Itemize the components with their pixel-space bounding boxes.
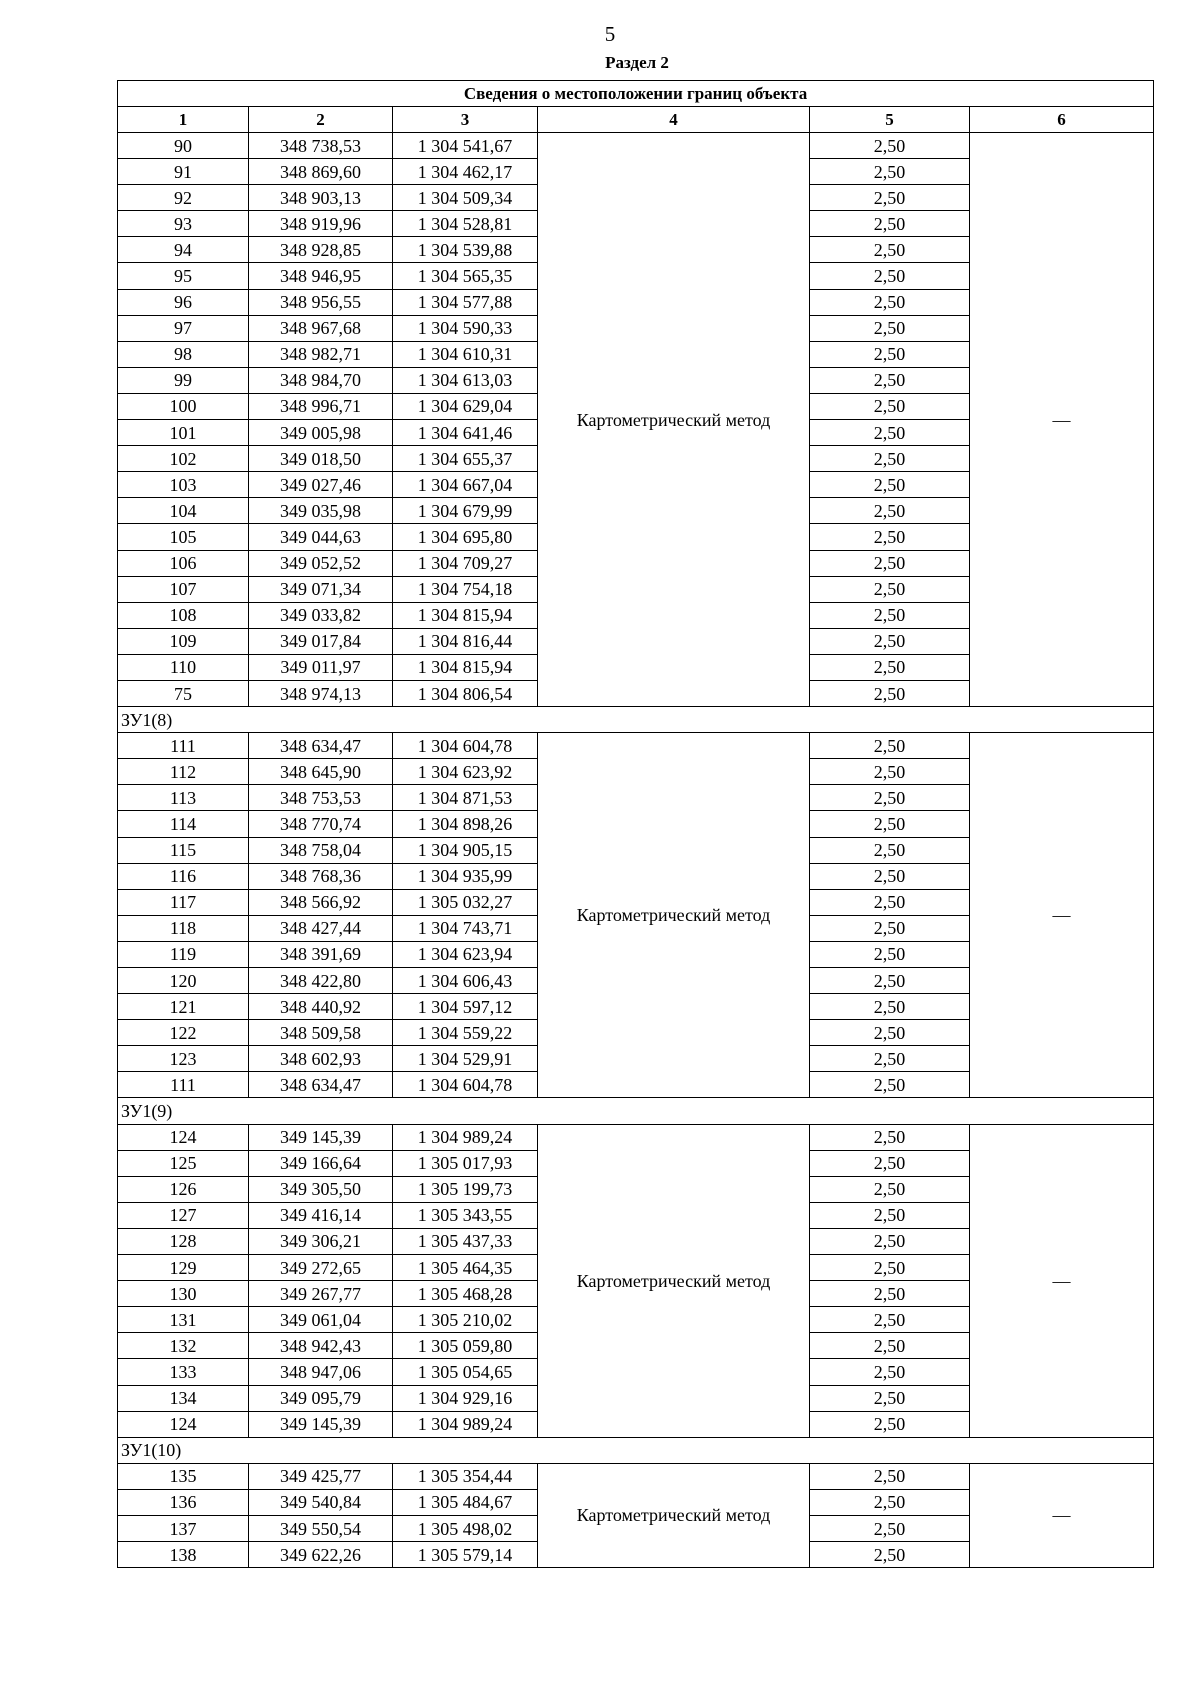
point-number: 134	[118, 1385, 249, 1411]
point-number: 121	[118, 994, 249, 1020]
coordinate-x: 348 869,60	[249, 159, 393, 185]
accuracy-value: 2,50	[810, 263, 970, 289]
point-number: 115	[118, 837, 249, 863]
point-number: 105	[118, 524, 249, 550]
accuracy-value: 2,50	[810, 367, 970, 393]
accuracy-value: 2,50	[810, 1489, 970, 1515]
point-number: 96	[118, 289, 249, 315]
point-number: 125	[118, 1150, 249, 1176]
description-cell: —	[970, 733, 1154, 1098]
coordinate-x: 349 306,21	[249, 1228, 393, 1254]
point-number: 129	[118, 1255, 249, 1281]
accuracy-value: 2,50	[810, 863, 970, 889]
accuracy-value: 2,50	[810, 1150, 970, 1176]
point-number: 110	[118, 654, 249, 680]
point-number: 122	[118, 1020, 249, 1046]
accuracy-value: 2,50	[810, 941, 970, 967]
column-header-2: 2	[249, 107, 393, 133]
coordinate-y: 1 305 059,80	[393, 1333, 538, 1359]
group-title: ЗУ1(10)	[118, 1437, 1154, 1463]
coordinate-y: 1 304 935,99	[393, 863, 538, 889]
accuracy-value: 2,50	[810, 576, 970, 602]
coordinate-y: 1 304 871,53	[393, 785, 538, 811]
coordinate-x: 349 305,50	[249, 1176, 393, 1202]
accuracy-value: 2,50	[810, 211, 970, 237]
point-number: 111	[118, 1072, 249, 1098]
coordinate-x: 349 272,65	[249, 1255, 393, 1281]
accuracy-value: 2,50	[810, 915, 970, 941]
coordinate-x: 348 919,96	[249, 211, 393, 237]
table-row	[118, 1124, 1154, 1150]
coordinate-y: 1 304 623,92	[393, 759, 538, 785]
point-number: 93	[118, 211, 249, 237]
coordinate-x: 349 017,84	[249, 628, 393, 654]
point-number: 133	[118, 1359, 249, 1385]
coordinate-x: 349 011,97	[249, 654, 393, 680]
coordinate-y: 1 304 604,78	[393, 733, 538, 759]
point-number: 112	[118, 759, 249, 785]
table-title: Сведения о местоположении границ объекта	[118, 81, 1154, 107]
accuracy-value: 2,50	[810, 654, 970, 680]
coordinate-y: 1 305 464,35	[393, 1255, 538, 1281]
column-header-5: 5	[810, 107, 970, 133]
accuracy-value: 2,50	[810, 133, 970, 159]
accuracy-value: 2,50	[810, 159, 970, 185]
coordinate-y: 1 304 679,99	[393, 498, 538, 524]
point-number: 124	[118, 1411, 249, 1437]
point-number: 91	[118, 159, 249, 185]
table-row	[118, 1463, 1154, 1489]
point-number: 92	[118, 185, 249, 211]
coordinate-y: 1 304 816,44	[393, 628, 538, 654]
accuracy-value: 2,50	[810, 1072, 970, 1098]
coordinate-x: 348 602,93	[249, 1046, 393, 1072]
point-number: 102	[118, 446, 249, 472]
coordinate-x: 349 095,79	[249, 1385, 393, 1411]
coordinate-x: 349 035,98	[249, 498, 393, 524]
coordinate-y: 1 304 929,16	[393, 1385, 538, 1411]
accuracy-value: 2,50	[810, 550, 970, 576]
column-header-4: 4	[538, 107, 810, 133]
coordinate-x: 349 061,04	[249, 1307, 393, 1333]
coordinate-y: 1 304 815,94	[393, 654, 538, 680]
point-number: 131	[118, 1307, 249, 1333]
coordinate-x: 349 267,77	[249, 1281, 393, 1307]
coordinate-y: 1 304 528,81	[393, 211, 538, 237]
point-number: 95	[118, 263, 249, 289]
coordinate-x: 348 984,70	[249, 367, 393, 393]
accuracy-value: 2,50	[810, 1307, 970, 1333]
table-body	[118, 133, 1154, 1568]
coordinate-y: 1 304 577,88	[393, 289, 538, 315]
accuracy-value: 2,50	[810, 472, 970, 498]
coordinate-x: 348 770,74	[249, 811, 393, 837]
accuracy-value: 2,50	[810, 889, 970, 915]
point-number: 113	[118, 785, 249, 811]
coordinate-x: 348 928,85	[249, 237, 393, 263]
point-number: 137	[118, 1515, 249, 1541]
accuracy-value: 2,50	[810, 1359, 970, 1385]
accuracy-value: 2,50	[810, 602, 970, 628]
point-number: 98	[118, 341, 249, 367]
coordinate-x: 349 027,46	[249, 472, 393, 498]
accuracy-value: 2,50	[810, 759, 970, 785]
coordinate-y: 1 304 597,12	[393, 994, 538, 1020]
coordinate-x: 348 753,53	[249, 785, 393, 811]
point-number: 130	[118, 1281, 249, 1307]
coordinate-y: 1 304 989,24	[393, 1411, 538, 1437]
coordinate-x: 349 145,39	[249, 1124, 393, 1150]
coordinate-x: 348 974,13	[249, 680, 393, 706]
coordinate-x: 349 005,98	[249, 420, 393, 446]
coordinate-x: 348 634,47	[249, 1072, 393, 1098]
description-cell: —	[970, 133, 1154, 707]
accuracy-value: 2,50	[810, 1411, 970, 1437]
point-number: 117	[118, 889, 249, 915]
point-number: 94	[118, 237, 249, 263]
coordinate-x: 348 903,13	[249, 185, 393, 211]
coordinate-x: 348 422,80	[249, 968, 393, 994]
coordinate-x: 348 946,95	[249, 263, 393, 289]
coordinate-y: 1 304 806,54	[393, 680, 538, 706]
point-number: 123	[118, 1046, 249, 1072]
point-number: 99	[118, 367, 249, 393]
point-number: 120	[118, 968, 249, 994]
point-number: 136	[118, 1489, 249, 1515]
section-title: Раздел 2	[605, 53, 669, 72]
point-number: 114	[118, 811, 249, 837]
coordinate-y: 1 304 613,03	[393, 367, 538, 393]
accuracy-value: 2,50	[810, 315, 970, 341]
boundary-table	[117, 80, 1154, 1568]
coordinate-y: 1 304 529,91	[393, 1046, 538, 1072]
accuracy-value: 2,50	[810, 733, 970, 759]
coordinate-x: 349 018,50	[249, 446, 393, 472]
point-number: 104	[118, 498, 249, 524]
coordinate-y: 1 305 017,93	[393, 1150, 538, 1176]
coordinate-y: 1 304 989,24	[393, 1124, 538, 1150]
coordinate-y: 1 304 541,67	[393, 133, 538, 159]
coordinate-y: 1 304 509,34	[393, 185, 538, 211]
coordinate-y: 1 305 468,28	[393, 1281, 538, 1307]
accuracy-value: 2,50	[810, 524, 970, 550]
coordinate-y: 1 305 354,44	[393, 1463, 538, 1489]
accuracy-value: 2,50	[810, 498, 970, 524]
accuracy-value: 2,50	[810, 680, 970, 706]
coordinate-y: 1 305 032,27	[393, 889, 538, 915]
accuracy-value: 2,50	[810, 1124, 970, 1150]
accuracy-value: 2,50	[810, 393, 970, 419]
accuracy-value: 2,50	[810, 628, 970, 654]
page-number: 5	[604, 22, 616, 46]
point-number: 138	[118, 1542, 249, 1568]
coordinate-y: 1 304 559,22	[393, 1020, 538, 1046]
point-number: 128	[118, 1228, 249, 1254]
coordinate-y: 1 305 054,65	[393, 1359, 538, 1385]
coordinate-y: 1 304 606,43	[393, 968, 538, 994]
coordinate-y: 1 304 754,18	[393, 576, 538, 602]
point-number: 107	[118, 576, 249, 602]
accuracy-value: 2,50	[810, 1228, 970, 1254]
point-number: 109	[118, 628, 249, 654]
coordinate-x: 348 738,53	[249, 133, 393, 159]
coordinate-x: 348 947,06	[249, 1359, 393, 1385]
accuracy-value: 2,50	[810, 837, 970, 863]
group-title: ЗУ1(9)	[118, 1098, 1154, 1124]
accuracy-value: 2,50	[810, 1542, 970, 1568]
coordinate-y: 1 304 905,15	[393, 837, 538, 863]
coordinate-y: 1 304 641,46	[393, 420, 538, 446]
coordinate-y: 1 305 343,55	[393, 1202, 538, 1228]
coordinate-x: 349 044,63	[249, 524, 393, 550]
point-number: 127	[118, 1202, 249, 1228]
accuracy-value: 2,50	[810, 289, 970, 315]
accuracy-value: 2,50	[810, 811, 970, 837]
point-number: 124	[118, 1124, 249, 1150]
coordinate-y: 1 304 815,94	[393, 602, 538, 628]
table-row	[118, 733, 1154, 759]
coordinate-x: 348 427,44	[249, 915, 393, 941]
accuracy-value: 2,50	[810, 994, 970, 1020]
point-number: 97	[118, 315, 249, 341]
coordinate-x: 348 758,04	[249, 837, 393, 863]
coordinate-y: 1 304 462,17	[393, 159, 538, 185]
coordinate-x: 348 942,43	[249, 1333, 393, 1359]
point-number: 119	[118, 941, 249, 967]
group-title-row	[118, 1098, 1154, 1124]
accuracy-value: 2,50	[810, 341, 970, 367]
accuracy-value: 2,50	[810, 446, 970, 472]
coordinate-x: 349 622,26	[249, 1542, 393, 1568]
point-number: 135	[118, 1463, 249, 1489]
accuracy-value: 2,50	[810, 1281, 970, 1307]
coordinate-x: 349 416,14	[249, 1202, 393, 1228]
coordinate-x: 348 768,36	[249, 863, 393, 889]
group-title: ЗУ1(8)	[118, 707, 1154, 733]
coordinate-y: 1 304 629,04	[393, 393, 538, 419]
group-title-row	[118, 707, 1154, 733]
coordinate-y: 1 304 604,78	[393, 1072, 538, 1098]
coordinate-y: 1 304 695,80	[393, 524, 538, 550]
point-number: 103	[118, 472, 249, 498]
coordinate-y: 1 304 623,94	[393, 941, 538, 967]
coordinate-y: 1 305 484,67	[393, 1489, 538, 1515]
coordinate-x: 348 634,47	[249, 733, 393, 759]
coordinate-x: 348 967,68	[249, 315, 393, 341]
table-title-row	[118, 81, 1154, 107]
coordinate-y: 1 304 590,33	[393, 315, 538, 341]
coordinate-x: 349 166,64	[249, 1150, 393, 1176]
point-number: 100	[118, 393, 249, 419]
point-number: 75	[118, 680, 249, 706]
coordinate-y: 1 304 565,35	[393, 263, 538, 289]
point-number: 116	[118, 863, 249, 889]
coordinate-x: 348 509,58	[249, 1020, 393, 1046]
column-header-6: 6	[970, 107, 1154, 133]
coordinate-y: 1 305 579,14	[393, 1542, 538, 1568]
coordinate-x: 349 033,82	[249, 602, 393, 628]
method-cell: Картометрический метод	[538, 1463, 810, 1567]
coordinate-y: 1 304 709,27	[393, 550, 538, 576]
column-header-1: 1	[118, 107, 249, 133]
accuracy-value: 2,50	[810, 185, 970, 211]
point-number: 111	[118, 733, 249, 759]
point-number: 126	[118, 1176, 249, 1202]
coordinate-x: 349 052,52	[249, 550, 393, 576]
coordinate-x: 349 145,39	[249, 1411, 393, 1437]
point-number: 118	[118, 915, 249, 941]
column-numbers-row	[118, 107, 1154, 133]
coordinate-x: 348 996,71	[249, 393, 393, 419]
coordinate-x: 349 550,54	[249, 1515, 393, 1541]
coordinate-x: 348 566,92	[249, 889, 393, 915]
coordinate-y: 1 305 199,73	[393, 1176, 538, 1202]
method-cell: Картометрический метод	[538, 133, 810, 707]
description-cell: —	[970, 1124, 1154, 1437]
coordinate-y: 1 305 437,33	[393, 1228, 538, 1254]
column-header-3: 3	[393, 107, 538, 133]
method-cell: Картометрический метод	[538, 733, 810, 1098]
point-number: 132	[118, 1333, 249, 1359]
accuracy-value: 2,50	[810, 237, 970, 263]
coordinate-x: 348 391,69	[249, 941, 393, 967]
coordinate-y: 1 305 498,02	[393, 1515, 538, 1541]
accuracy-value: 2,50	[810, 1515, 970, 1541]
point-number: 101	[118, 420, 249, 446]
coordinate-x: 348 956,55	[249, 289, 393, 315]
accuracy-value: 2,50	[810, 1176, 970, 1202]
coordinate-x: 348 440,92	[249, 994, 393, 1020]
coordinate-y: 1 305 210,02	[393, 1307, 538, 1333]
coordinate-x: 349 071,34	[249, 576, 393, 602]
point-number: 106	[118, 550, 249, 576]
coordinate-x: 348 982,71	[249, 341, 393, 367]
coordinate-x: 349 540,84	[249, 1489, 393, 1515]
method-cell: Картометрический метод	[538, 1124, 810, 1437]
accuracy-value: 2,50	[810, 1385, 970, 1411]
coordinate-x: 349 425,77	[249, 1463, 393, 1489]
coordinate-y: 1 304 655,37	[393, 446, 538, 472]
accuracy-value: 2,50	[810, 1202, 970, 1228]
description-cell: —	[970, 1463, 1154, 1567]
coordinate-y: 1 304 539,88	[393, 237, 538, 263]
accuracy-value: 2,50	[810, 420, 970, 446]
accuracy-value: 2,50	[810, 1463, 970, 1489]
point-number: 90	[118, 133, 249, 159]
coordinate-y: 1 304 898,26	[393, 811, 538, 837]
coordinate-x: 348 645,90	[249, 759, 393, 785]
accuracy-value: 2,50	[810, 1255, 970, 1281]
coordinate-y: 1 304 743,71	[393, 915, 538, 941]
coordinate-y: 1 304 667,04	[393, 472, 538, 498]
coordinate-y: 1 304 610,31	[393, 341, 538, 367]
accuracy-value: 2,50	[810, 968, 970, 994]
group-title-row	[118, 1437, 1154, 1463]
accuracy-value: 2,50	[810, 785, 970, 811]
accuracy-value: 2,50	[810, 1333, 970, 1359]
accuracy-value: 2,50	[810, 1046, 970, 1072]
point-number: 108	[118, 602, 249, 628]
accuracy-value: 2,50	[810, 1020, 970, 1046]
table-row	[118, 133, 1154, 159]
